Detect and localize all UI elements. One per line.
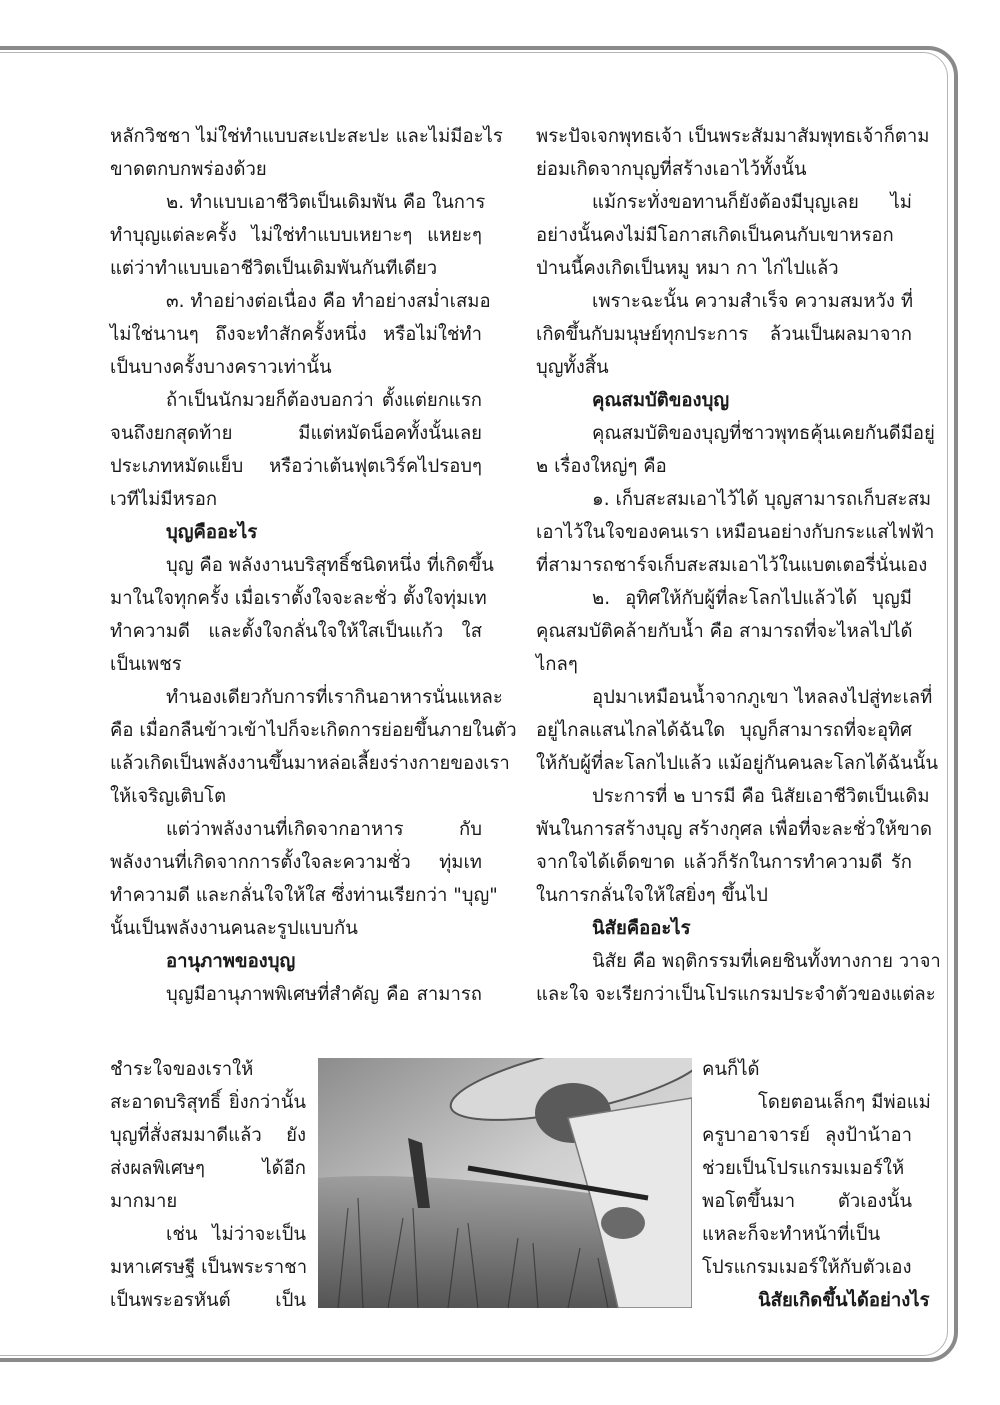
left-column-line: มาในใจทุกครั้ง เมื่อเราตั้งใจจะละชั่ว ตั้งใจทุ่มเท bbox=[110, 588, 487, 609]
right-column-line: แม้กระทั่งขอทานก็ยังต้องมีบุญเลย ไม่ bbox=[592, 192, 912, 213]
left-wrap-line: ส่งผลพิเศษๆ ได้อีก bbox=[110, 1158, 306, 1179]
right-column-line: พระปัจเจกพุทธเจ้า เป็นพระสัมมาสัมพุทธเจ้าก็ตาม bbox=[536, 126, 930, 147]
left-wrap-text bbox=[110, 1053, 306, 1317]
left-wrap-line: มหาเศรษฐี เป็นพระราชา bbox=[110, 1257, 308, 1278]
left-column-line: พลังงานที่เกิดจากการตั้งใจละความชั่ว ทุ่มเท bbox=[110, 852, 482, 873]
right-column bbox=[536, 120, 941, 1011]
farmer-illustration bbox=[318, 1058, 692, 1308]
left-column-line: คือ เมื่อกลืนข้าวเข้าไปก็จะเกิดการย่อยขึ้นภายในตัว bbox=[110, 720, 517, 741]
right-wrap-line: แหละก็จะทำหน้าที่เป็น bbox=[702, 1224, 881, 1245]
right-wrap-line: พอโตขึ้นมา ตัวเองนั้น bbox=[702, 1191, 912, 1212]
right-column-line: นิสัยคืออะไร bbox=[592, 918, 691, 939]
left-column-line: ถ้าเป็นนักมวยก็ต้องบอกว่า ตั้งแต่ยกแรก bbox=[166, 390, 482, 411]
right-column-line: คุณสมบัติคล้ายกับน้ำ คือ สามารถที่จะไหลไปได้ bbox=[536, 621, 913, 642]
right-column-line: ประการที่ ๒ บารมี คือ นิสัยเอาชีวิตเป็นเดิม bbox=[592, 786, 930, 807]
left-column-line: บุญคืออะไร bbox=[166, 522, 258, 543]
left-column-line: ขาดตกบกพร่องด้วย bbox=[110, 159, 267, 180]
left-column-line: แล้วเกิดเป็นพลังงานขึ้นมาหล่อเลี้ยงร่างกายของเรา bbox=[110, 753, 510, 774]
left-wrap-line: บุญที่สั่งสมมาดีแล้ว ยัง bbox=[110, 1125, 306, 1146]
left-wrap-line: ชำระใจของเราให้ bbox=[110, 1059, 254, 1080]
left-column-line: ให้เจริญเติบโต bbox=[110, 786, 227, 807]
right-column-line: ไกลๆ bbox=[536, 654, 578, 675]
right-column-line: นิสัย คือ พฤติกรรมที่เคยชินทั้งทางกาย วาจา bbox=[592, 951, 941, 972]
right-wrap-text bbox=[702, 1053, 931, 1317]
right-column-line: ให้กับผู้ที่ละโลกไปแล้ว แม้อยู่กันคนละโลกได้ฉันนั้น bbox=[536, 753, 939, 774]
left-column-line: ๒. ทำแบบเอาชีวิตเป็นเดิมพัน คือ ในการ bbox=[166, 192, 486, 213]
left-column-line: ทำความดี และตั้งใจกลั่นใจให้ใสเป็นแก้ว ใส bbox=[110, 621, 482, 642]
right-column-line: และใจ จะเรียกว่าเป็นโปรแกรมประจำตัวของแต่ละ bbox=[536, 984, 936, 1005]
left-column-line: แต่ว่าทำแบบเอาชีวิตเป็นเดิมพันกันทีเดียว bbox=[110, 258, 438, 279]
right-column-line: คุณสมบัติของบุญที่ชาวพุทธคุ้นเคยกันดีมีอยู่ bbox=[592, 423, 935, 444]
left-column-line: แต่ว่าพลังงานที่เกิดจากอาหาร กับ bbox=[166, 819, 482, 840]
right-column-line: ๑. เก็บสะสมเอาไว้ได้ บุญสามารถเก็บสะสม bbox=[592, 489, 932, 510]
left-column-line: จนถึงยกสุดท้าย มีแต่หมัดน็อคทั้งนั้นเลย bbox=[110, 423, 482, 444]
left-wrap-line: มากมาย bbox=[110, 1191, 178, 1212]
right-column-line: อย่างนั้นคงไม่มีโอกาสเกิดเป็นคนกับเขาหรอก bbox=[536, 225, 894, 246]
right-column-line: ป่านนี้คงเกิดเป็นหมู หมา กา ไก่ไปแล้ว bbox=[536, 258, 839, 279]
left-column-line: เวทีไม่มีหรอก bbox=[110, 489, 218, 510]
left-column-line: ประเภทหมัดแย็บ หรือว่าเต้นฟุตเวิร์คไปรอบๆ bbox=[110, 456, 482, 477]
left-wrap-line: เป็นพระอรหันต์ เป็น bbox=[110, 1290, 306, 1311]
right-wrap-line: โปรแกรมเมอร์ให้กับตัวเอง bbox=[702, 1257, 912, 1278]
left-column-line: บุญ คือ พลังงานบริสุทธิ์ชนิดหนึ่ง ที่เกิดขึ้น bbox=[166, 555, 494, 576]
right-wrap-line: คนก็ได้ bbox=[702, 1059, 760, 1080]
right-column-line: เพราะฉะนั้น ความสำเร็จ ความสมหวัง ที่ bbox=[592, 291, 914, 312]
right-column-line: ในการกลั่นใจให้ใสยิ่งๆ ขึ้นไป bbox=[536, 885, 768, 906]
left-column-line: ไม่ใช่นานๆ ถึงจะทำสักครั้งหนึ่ง หรือไม่ใช่ทำ bbox=[110, 324, 482, 345]
right-column-line: ย่อมเกิดจากบุญที่สร้างเอาไว้ทั้งนั้น bbox=[536, 159, 807, 180]
right-wrap-line: ครูบาอาจารย์ ลุงป้าน้าอา bbox=[702, 1125, 912, 1146]
right-wrap-line: ช่วยเป็นโปรแกรมเมอร์ให้ bbox=[702, 1158, 905, 1179]
right-wrap-line: โดยตอนเล็กๆ มีพ่อแม่ bbox=[758, 1092, 931, 1113]
right-column-line: ที่สามารถชาร์จเก็บสะสมเอาไว้ในแบตเตอรี่นั่นเอง bbox=[536, 555, 928, 576]
right-column-line: เกิดขึ้นกับมนุษย์ทุกประการ ล้วนเป็นผลมาจาก bbox=[536, 324, 912, 345]
left-column-line: หลักวิชชา ไม่ใช่ทำแบบสะเปะสะปะ และไม่มีอะไร bbox=[110, 126, 503, 147]
left-column-line: ทำนองเดียวกับการที่เรากินอาหารนั่นแหละ bbox=[166, 687, 503, 708]
left-column-line: เป็นเพชร bbox=[110, 654, 182, 675]
left-column-line: ทำบุญแต่ละครั้ง ไม่ใช่ทำแบบเหยาะๆ แหยะๆ bbox=[110, 225, 482, 246]
left-column-line: บุญมีอานุภาพพิเศษที่สำคัญ คือ สามารถ bbox=[166, 984, 482, 1005]
right-column-line: เอาไว้ในใจของคนเรา เหมือนอย่างกับกระแสไฟฟ้า bbox=[536, 522, 935, 543]
left-column-line: เป็นบางครั้งบางคราวเท่านั้น bbox=[110, 357, 332, 378]
right-column-line: ๒ เรื่องใหญ่ๆ คือ bbox=[536, 456, 667, 477]
right-column-line: คุณสมบัติของบุญ bbox=[592, 390, 730, 411]
right-column-line: พันในการสร้างบุญ สร้างกุศล เพื่อที่จะละชั่วให้ขาด bbox=[536, 819, 932, 840]
right-column-line: บุญทั้งสิ้น bbox=[536, 357, 609, 378]
left-column-line: อานุภาพของบุญ bbox=[166, 951, 296, 972]
left-column-line: ๓. ทำอย่างต่อเนื่อง คือ ทำอย่างสม่ำเสมอ bbox=[166, 291, 491, 312]
left-wrap-line: เช่น ไม่ว่าจะเป็น bbox=[166, 1224, 306, 1245]
right-column-line: ๒. อุทิศให้กับผู้ที่ละโลกไปแล้วได้ บุญมี bbox=[592, 588, 912, 609]
left-column bbox=[110, 120, 517, 1011]
right-column-line: อยู่ไกลแสนไกลได้ฉันใด บุญก็สามารถที่จะอุทิศ bbox=[536, 720, 912, 741]
left-column-line: นั้นเป็นพลังงานคนละรูปแบบกัน bbox=[110, 918, 358, 939]
right-column-line: จากใจได้เด็ดขาด แล้วก็รักในการทำความดี รัก bbox=[536, 852, 912, 873]
right-column-line: อุปมาเหมือนน้ำจากภูเขา ไหลลงไปสู่ทะเลที่ bbox=[592, 687, 933, 708]
farmer-photo bbox=[318, 1058, 692, 1308]
right-wrap-line: นิสัยเกิดขึ้นได้อย่างไร bbox=[758, 1290, 930, 1311]
left-wrap-line: สะอาดบริสุทธิ์ ยิ่งกว่านั้น bbox=[110, 1092, 306, 1113]
left-column-line: ทำความดี และกลั่นใจให้ใส ซึ่งท่านเรียกว่า "บุญ" bbox=[110, 885, 498, 906]
